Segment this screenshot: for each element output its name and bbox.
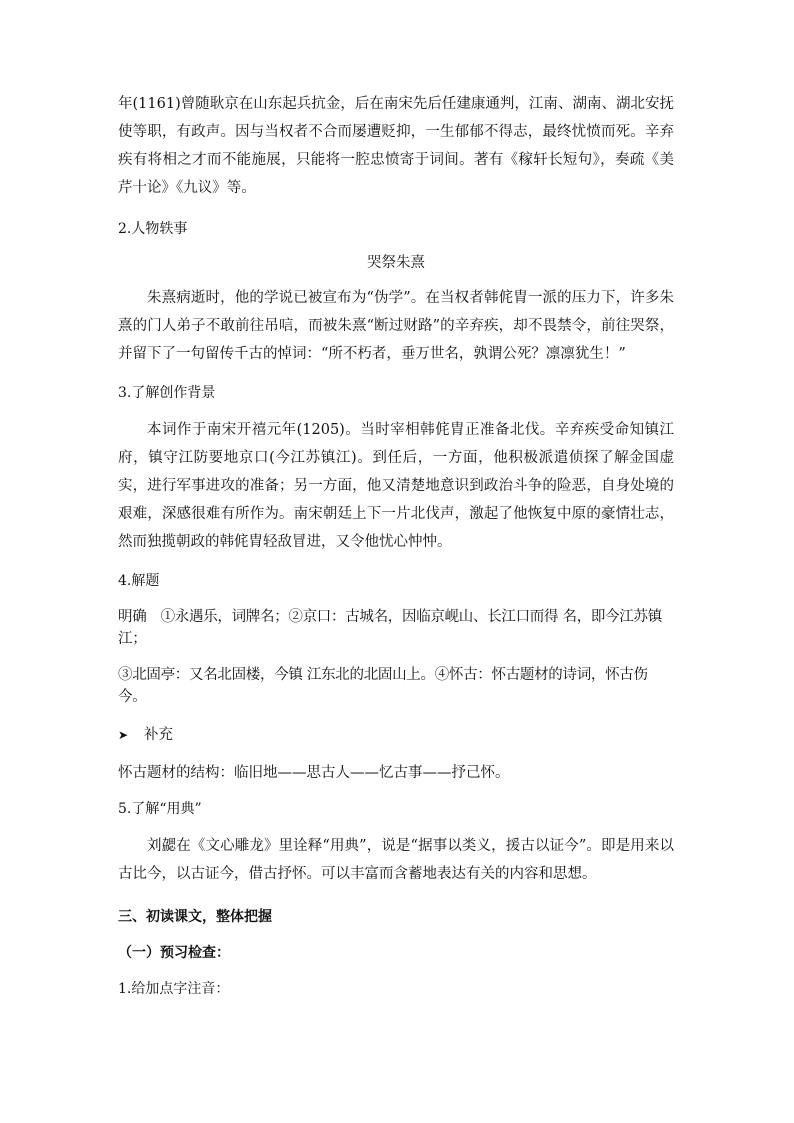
heading-anecdote: 2.人物轶事	[118, 221, 188, 237]
exercise-item-1: 1.给加点字注音：	[118, 981, 230, 997]
allusion-paragraph: 刘勰在《文心雕龙》里诠释“用典”，说是“据事以类义，援古以证今”。即是用来以古比今，以古证今，借古抒怀。可以丰富而含蓄地表达有关的内容和思想。	[118, 838, 674, 882]
supplement-paragraph: 怀古题材的结构：临旧地——思古人——忆古事——抒己怀。	[118, 765, 510, 781]
heading-title-explanation: 4.解题	[118, 573, 160, 589]
title-explanation-line-2: ③北固亭：又名北固楼，今镇 江东北的北固山上。④怀古：怀古题材的诗词，怀古伤今。	[118, 667, 648, 705]
document-page	[118, 90, 674, 1012]
subsection-heading-preview: （一）预习检查：	[118, 945, 230, 961]
anecdote-paragraph: 朱熹病逝时，他的学说已被宣布为“伪学”。在当权者韩侂胄一派的压力下，许多朱熹的门人弟子不敢前往吊唁，而被朱熹“断过财路”的辛弃疾，却不畏禁令，前往哭祭，并留下了一句留传千古的悼词：“所不朽者，垂万世名，孰谓公死？凛凛犹生！”	[118, 290, 674, 362]
title-explanation-line-1: 明确 ①永遇乐，词牌名；②京口：古城名，因临京岘山、长江口而得 名，即今江苏镇江；	[118, 609, 662, 647]
arrow-bullet-icon: ➤	[118, 728, 129, 742]
supplement-heading	[118, 724, 674, 746]
heading-allusion: 5.了解“用典”	[118, 801, 202, 817]
heading-background: 3.了解创作背景	[118, 385, 216, 401]
section-heading-part3: 三、初读课文，整体把握	[118, 909, 272, 925]
supplement-label: 补充	[144, 727, 173, 743]
background-paragraph: 本词作于南宋开禧元年(1205)。当时宰相韩侂胄正准备北伐。辛弃疾受命知镇江府，镇守江防要地京口(今江苏镇江)。到任后，一方面，他积极派遣侦探了解金国虚实，进行军事进攻的准备；另一方面，他又清楚地意识到政治斗争的险恶，自身处境的艰难，深感很难有所作为。南宋朝廷上下一片北伐声，激起了他恢复中原的豪情壮志，然而独揽朝政的韩侂胄轻敌冒进，又令他忧心忡忡。	[118, 422, 674, 550]
intro-paragraph: 年(1161)曾随耿京在山东起兵抗金，后在南宋先后任建康通判，江南、湖南、湖北安抚使等职，有政声。因与当权者不合而屡遭贬抑，一生郁郁不得志，最终忧愤而死。辛弃疾有将相之才而不能施展，只能将一腔忠愤寄于词间。著有《稼轩长短句》，奏疏《美芹十论》《九议》等。	[118, 96, 674, 196]
anecdote-title: 哭祭朱熹	[367, 255, 425, 271]
